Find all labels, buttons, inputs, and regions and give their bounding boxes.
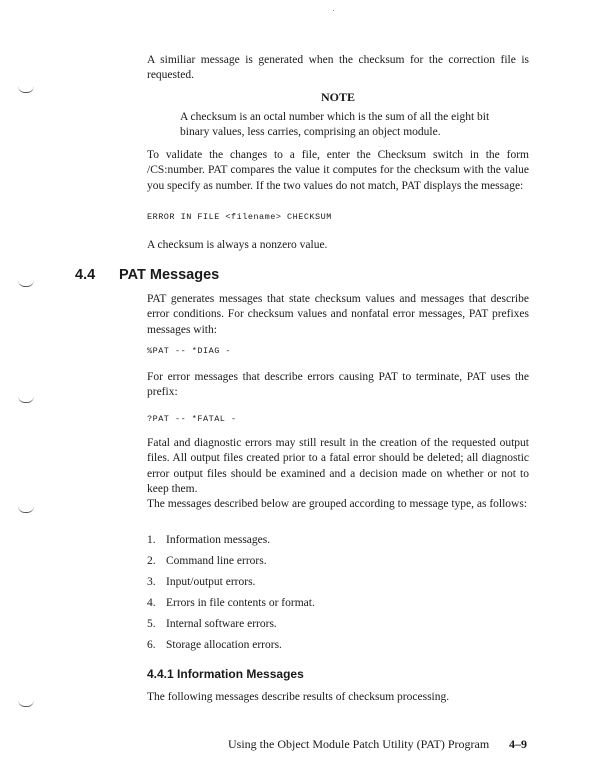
list-text: Internal software errors. <box>166 618 277 630</box>
paragraph: The messages described below are grouped according to message type, as follows: <box>147 498 528 510</box>
list-item <box>147 596 529 617</box>
list-number: 1. <box>147 534 156 546</box>
page-number: 4–9 <box>509 737 527 751</box>
note-title: NOTE <box>320 90 355 104</box>
paragraph: To validate the changes to a file, enter the Checksum switch in the form /CS:number. PAT compares the value it computes for the checksum with the value you specify as number. If the two values do not match, PAT displays the message: <box>147 149 529 192</box>
code-line: ERROR IN FILE <filename> CHECKSUM <box>147 212 332 222</box>
paragraph: Fatal and diagnostic errors may still result in the creation of the requested output files. All output files created prior to a fatal error should be deleted; all diagnostic error output files should be examined and a decision made on whether or not to keep them. <box>147 437 529 495</box>
margin-mark <box>18 86 34 93</box>
code-line: %PAT -- *DIAG - <box>147 346 232 356</box>
list-text: Input/output errors. <box>166 576 256 588</box>
paragraph: PAT generates messages that state checksum values and messages that describe error conditions. For checksum values and nonfatal error messages, PAT prefixes messages with: <box>147 293 529 336</box>
list-item <box>147 575 529 596</box>
list-item <box>147 533 529 554</box>
message-type-list <box>147 533 529 659</box>
list-number: 5. <box>147 618 156 630</box>
margin-mark <box>18 506 34 513</box>
margin-mark <box>18 280 34 287</box>
subsection-heading <box>147 667 304 681</box>
margin-mark <box>18 700 34 707</box>
list-number: 4. <box>147 597 156 609</box>
paragraph: For error messages that describe errors causing PAT to terminate, PAT uses the prefix: <box>147 371 529 399</box>
note-body: A checksum is an octal number which is the sum of all the eight bit binary values, less carries, comprising an object module. <box>180 111 490 139</box>
scan-speck <box>333 10 334 11</box>
list-text: Storage allocation errors. <box>166 639 282 651</box>
list-text: Command line errors. <box>166 555 267 567</box>
list-item <box>147 554 529 575</box>
margin-mark <box>18 396 34 403</box>
list-number: 6. <box>147 639 156 651</box>
subsection-title: Information Messages <box>177 667 304 681</box>
section-number: 4.4 <box>75 267 96 283</box>
list-item <box>147 638 529 659</box>
section-title: PAT Messages <box>119 267 220 283</box>
list-number: 2. <box>147 555 156 567</box>
running-footer: Using the Object Module Patch Utility (PAT) Program <box>228 737 490 751</box>
list-text: Errors in file contents or format. <box>166 597 315 609</box>
list-text: Information messages. <box>166 534 271 546</box>
paragraph: A similiar message is generated when the checksum for the correction file is requested. <box>147 54 529 82</box>
paragraph: The following messages describe results of checksum processing. <box>147 691 450 703</box>
list-number: 3. <box>147 576 156 588</box>
subsection-number: 4.4.1 <box>147 667 174 681</box>
code-line: ?PAT -- *FATAL - <box>147 414 237 424</box>
list-item <box>147 617 529 638</box>
paragraph: A checksum is always a nonzero value. <box>147 239 328 251</box>
